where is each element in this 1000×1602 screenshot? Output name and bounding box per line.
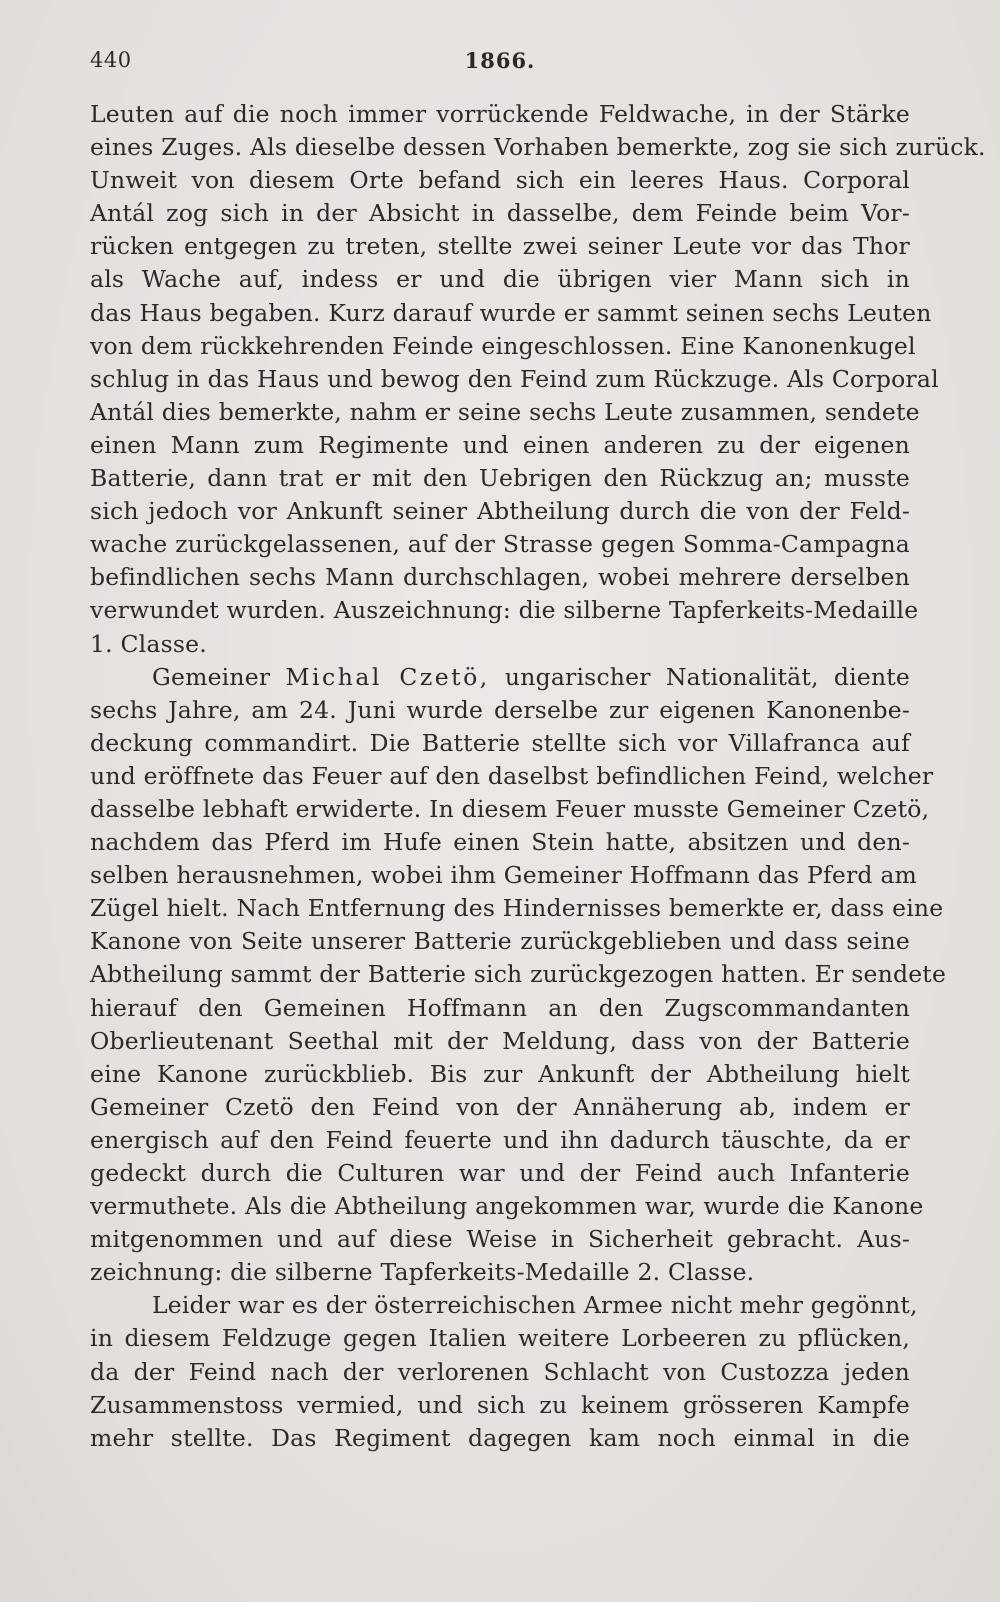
text-line: da der Feind nach der verlorenen Schlacht von Custozza jeden xyxy=(90,1357,910,1386)
running-head-year: 1866. xyxy=(464,48,536,73)
text-line: rücken entgegen zu treten, stellte zwei seiner Leute vor das Thor xyxy=(90,232,910,261)
lead-title: Gemeiner xyxy=(152,662,271,691)
text-line: Antál zog sich in der Absicht in dasselbe, dem Feinde beim Vor- xyxy=(90,199,910,228)
text-line: in diesem Feldzuge gegen Italien weitere Lorbeeren zu pflücken, xyxy=(90,1324,910,1353)
text-line: Zügel hielt. Nach Entfernung des Hindernisses bemerkte er, dass eine xyxy=(90,894,944,923)
page-number: 440 xyxy=(90,48,132,72)
text-line: als Wache auf, indess er und die übrigen vier Mann sich in xyxy=(90,265,910,294)
text-line: dasselbe lebhaft erwiderte. In diesem Feuer musste Gemeiner Czetö, xyxy=(90,794,930,823)
text-line: Abtheilung sammt der Batterie sich zurückgezogen hatten. Er sendete xyxy=(90,960,947,989)
paragraph-lead-line xyxy=(90,661,910,694)
text-line: befindlichen sechs Mann durchschlagen, wobei mehrere derselben xyxy=(90,563,910,592)
lead-rest: ungarischer Nationalität, diente xyxy=(504,662,911,691)
text-line: Leider war es der österreichischen Armee nicht mehr gegönnt, xyxy=(152,1291,918,1320)
text-line: gedeckt durch die Culturen war und der Feind auch Infanterie xyxy=(90,1159,910,1187)
text-line: Gemeiner Czetö den Feind von der Annäherung ab, indem er xyxy=(90,1092,910,1121)
text-line: 1. Classe. xyxy=(90,629,207,658)
text-line: sechs Jahre, am 24. Juni wurde derselbe zur eigenen Kanonenbe- xyxy=(90,695,910,724)
text-line: nachdem das Pferd im Hufe einen Stein hatte, absitzen und den- xyxy=(90,828,910,857)
text-line: energisch auf den Feind feuerte und ihn dadurch täuschte, da er xyxy=(90,1125,910,1154)
text-line: selben herausnehmen, wobei ihm Gemeiner Hoffmann das Pferd am xyxy=(90,861,918,890)
text-line: deckung commandirt. Die Batterie stellte sich vor Villafranca auf xyxy=(90,728,910,757)
text-line: und eröffnete das Feuer auf den daselbst befindlichen Feind, welcher xyxy=(90,761,934,790)
text-line: Kanone von Seite unserer Batterie zurückgeblieben und dass seine xyxy=(90,927,910,956)
text-line: eines Zuges. Als dieselbe dessen Vorhaben bemerkte, zog sie sich zurück. xyxy=(90,133,986,162)
text-line: Unweit von diesem Orte befand sich ein leeres Haus. Corporal xyxy=(90,166,910,195)
text-line: vermuthete. Als die Abtheilung angekommen war, wurde die Kanone xyxy=(90,1192,924,1221)
text-line: wache zurückgelassenen, auf der Strasse gegen Somma-Campagna xyxy=(90,530,910,559)
text-line: Batterie, dann trat er mit den Uebrigen den Rückzug an; musste xyxy=(90,464,910,493)
text-line: Leuten auf die noch immer vorrückende Feldwache, in der Stärke xyxy=(90,100,910,128)
text-line: mehr stellte. Das Regiment dagegen kam noch einmal in die xyxy=(90,1423,910,1452)
text-line: mitgenommen und auf diese Weise in Sicherheit gebracht. Aus- xyxy=(90,1225,910,1254)
text-line: das Haus begaben. Kurz darauf wurde er sammt seinen sechs Leuten xyxy=(90,298,932,327)
text-line: zeichnung: die silberne Tapferkeits-Medaille 2. Classe. xyxy=(90,1258,755,1287)
text-line: Antál dies bemerkte, nahm er seine sechs Leute zusammen, sendete xyxy=(90,397,920,426)
text-line: von dem rückkehrenden Feinde eingeschlossen. Eine Kanonenkugel xyxy=(90,331,916,360)
text-line: schlug in das Haus und bewog den Feind zum Rückzuge. Als Corporal xyxy=(90,364,939,393)
text-line: verwundet wurden. Auszeichnung: die silberne Tapferkeits-Medaille xyxy=(90,596,919,625)
text-line: Oberlieutenant Seethal mit der Meldung, dass von der Batterie xyxy=(90,1026,910,1055)
text-line: sich jedoch vor Ankunft seiner Abtheilung durch die von der Feld- xyxy=(90,497,910,526)
body-text xyxy=(90,98,986,1455)
text-line: einen Mann zum Regimente und einen anderen zu der eigenen xyxy=(90,430,910,459)
text-line: hierauf den Gemeinen Hoffmann an den Zugscommandanten xyxy=(90,993,910,1022)
text-line: eine Kanone zurückblieb. Bis zur Ankunft der Abtheilung hielt xyxy=(90,1059,910,1088)
lead-name: Michal Czetö, xyxy=(285,662,490,691)
text-line: Zusammenstoss vermied, und sich zu keinem grösseren Kampfe xyxy=(90,1390,910,1419)
running-head xyxy=(90,48,910,78)
